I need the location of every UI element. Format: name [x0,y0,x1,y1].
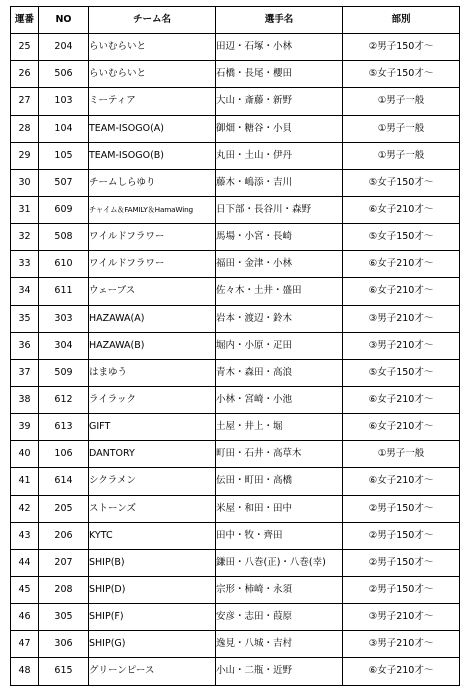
row-no: 103 [39,88,89,115]
table-row [11,224,460,251]
row-team: ウェーブス [89,278,216,305]
row-idx: 27 [11,88,39,115]
row-idx: 41 [11,468,39,495]
row-players: 田辺・石塚・小林 [216,34,343,61]
row-no: 303 [39,305,89,332]
row-category: ⑥女子210才～ [343,251,460,278]
row-idx: 32 [11,224,39,251]
row-category: ①男子一般 [343,88,460,115]
table-row [11,332,460,359]
row-idx: 34 [11,278,39,305]
row-category: ⑤女子150才～ [343,224,460,251]
row-players: 日下部・長谷川・森野 [216,196,343,223]
row-team: チャイム＆FAMILY＆HamaWing [89,196,216,223]
row-idx: 25 [11,34,39,61]
row-idx: 30 [11,169,39,196]
row-players: 安彦・志田・葭原 [216,604,343,631]
table-row [11,34,460,61]
table-row [11,414,460,441]
row-no: 207 [39,549,89,576]
row-category: ①男子一般 [343,441,460,468]
row-category: ③男子210才～ [343,332,460,359]
row-players: 鎌田・八巻(正)・八巻(幸) [216,549,343,576]
row-players: 田中・牧・齊田 [216,522,343,549]
row-team: らいむらいと [89,34,216,61]
row-idx: 36 [11,332,39,359]
header-category: 部別 [343,7,460,34]
row-team: TEAM-ISOGO(A) [89,115,216,142]
row-category: ⑤女子150才～ [343,359,460,386]
row-idx: 33 [11,251,39,278]
table-row [11,115,460,142]
table-row [11,88,460,115]
row-category: ②男子150才～ [343,495,460,522]
row-category: ①男子一般 [343,142,460,169]
row-no: 610 [39,251,89,278]
header-team: チーム名 [89,7,216,34]
row-players: 小山・二瓶・近野 [216,658,343,685]
row-no: 206 [39,522,89,549]
table-row [11,522,460,549]
row-no: 613 [39,414,89,441]
row-idx: 44 [11,549,39,576]
row-category: ①男子一般 [343,115,460,142]
row-team: グリーンピース [89,658,216,685]
row-team: ワイルドフラワー [89,251,216,278]
row-idx: 28 [11,115,39,142]
row-team: SHIP(G) [89,631,216,658]
row-no: 204 [39,34,89,61]
row-players: 大山・斎藤・新野 [216,88,343,115]
row-idx: 31 [11,196,39,223]
row-team: DANTORY [89,441,216,468]
table-row [11,495,460,522]
row-players: 佐々木・土井・盛田 [216,278,343,305]
row-category: ⑥女子210才～ [343,386,460,413]
table-row [11,658,460,685]
table-row [11,549,460,576]
table-row [11,386,460,413]
row-idx: 47 [11,631,39,658]
table-row [11,576,460,603]
row-players: 宗形・柿崎・永須 [216,576,343,603]
row-no: 609 [39,196,89,223]
header-players: 選手名 [216,7,343,34]
row-no: 611 [39,278,89,305]
table-row [11,278,460,305]
row-team: らいむらいと [89,61,216,88]
table-row [11,441,460,468]
row-category: ②男子150才～ [343,522,460,549]
row-players: 藤木・嶋添・吉川 [216,169,343,196]
row-category: ⑥女子210才～ [343,196,460,223]
table-header-row [11,7,460,34]
row-no: 304 [39,332,89,359]
row-category: ⑤女子150才～ [343,61,460,88]
row-players: 福田・金津・小林 [216,251,343,278]
row-no: 615 [39,658,89,685]
row-no: 105 [39,142,89,169]
row-players: 岩本・渡辺・鈴木 [216,305,343,332]
row-players: 御畑・糖谷・小貝 [216,115,343,142]
row-category: ⑥女子210才～ [343,658,460,685]
row-no: 614 [39,468,89,495]
row-team: ワイルドフラワー [89,224,216,251]
row-category: ⑤女子150才～ [343,169,460,196]
table-row [11,305,460,332]
row-idx: 42 [11,495,39,522]
row-idx: 46 [11,604,39,631]
table-row [11,251,460,278]
row-team: ストーンズ [89,495,216,522]
row-no: 208 [39,576,89,603]
row-category: ③男子210才～ [343,631,460,658]
table-row [11,142,460,169]
row-players: 伝田・町田・高橋 [216,468,343,495]
row-team: ミーティア [89,88,216,115]
row-no: 104 [39,115,89,142]
row-team: シクラメン [89,468,216,495]
row-idx: 48 [11,658,39,685]
row-category: ⑥女子210才～ [343,278,460,305]
table-row [11,196,460,223]
row-idx: 26 [11,61,39,88]
row-team: SHIP(B) [89,549,216,576]
row-team: HAZAWA(B) [89,332,216,359]
header-idx: 運番 [11,7,39,34]
row-team: KYTC [89,522,216,549]
row-idx: 35 [11,305,39,332]
row-players: 青木・森田・高浪 [216,359,343,386]
row-category: ⑥女子210才～ [343,468,460,495]
table-row [11,359,460,386]
row-idx: 43 [11,522,39,549]
table-row [11,169,460,196]
table-row [11,61,460,88]
row-no: 507 [39,169,89,196]
row-players: 石橋・長尾・櫻田 [216,61,343,88]
row-players: 小林・宮崎・小池 [216,386,343,413]
row-no: 306 [39,631,89,658]
row-no: 508 [39,224,89,251]
row-category: ②男子150才～ [343,34,460,61]
row-team: チームしらゆり [89,169,216,196]
row-idx: 38 [11,386,39,413]
row-no: 106 [39,441,89,468]
table-row [11,604,460,631]
row-players: 丸田・土山・伊丹 [216,142,343,169]
team-roster-table [10,6,460,686]
header-no: NO [39,7,89,34]
table-row [11,631,460,658]
table-row [11,468,460,495]
row-players: 土屋・井上・堀 [216,414,343,441]
row-team: GIFT [89,414,216,441]
row-category: ③男子210才～ [343,604,460,631]
row-no: 506 [39,61,89,88]
row-category: ②男子150才～ [343,549,460,576]
row-idx: 29 [11,142,39,169]
row-category: ⑥女子210才～ [343,414,460,441]
row-no: 305 [39,604,89,631]
row-no: 509 [39,359,89,386]
row-team: はまゆう [89,359,216,386]
row-team: ライラック [89,386,216,413]
row-category: ②男子150才～ [343,576,460,603]
row-team: TEAM-ISOGO(B) [89,142,216,169]
row-no: 612 [39,386,89,413]
row-team: SHIP(F) [89,604,216,631]
row-players: 堀内・小原・疋田 [216,332,343,359]
row-players: 逸見・八城・吉村 [216,631,343,658]
row-players: 馬場・小宮・長崎 [216,224,343,251]
row-idx: 37 [11,359,39,386]
row-players: 町田・石井・高草木 [216,441,343,468]
row-team: SHIP(D) [89,576,216,603]
row-team: HAZAWA(A) [89,305,216,332]
row-idx: 45 [11,576,39,603]
row-idx: 40 [11,441,39,468]
row-no: 205 [39,495,89,522]
row-players: 米屋・和田・田中 [216,495,343,522]
row-idx: 39 [11,414,39,441]
row-category: ③男子210才～ [343,305,460,332]
